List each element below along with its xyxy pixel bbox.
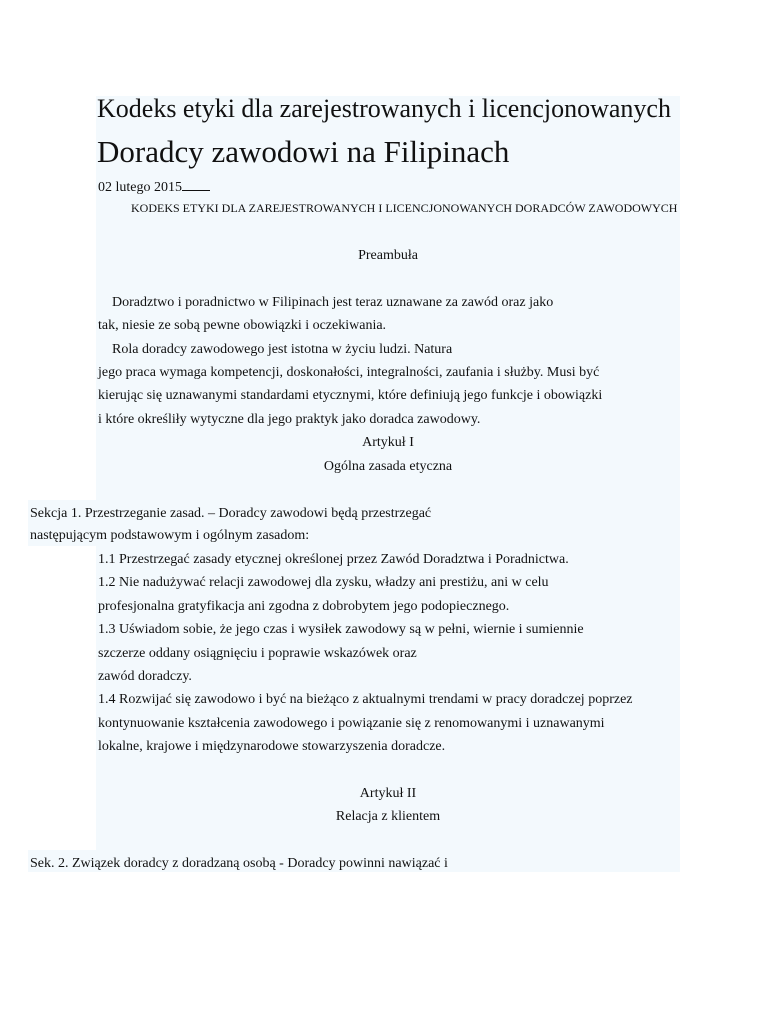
document-title-line1: Kodeks etyki dla zarejestrowanych i licencjonowanych	[97, 94, 671, 123]
preamble-line: i które określiły wytyczne dla jego praktyk jako doradca zawodowy.	[98, 412, 481, 427]
list-item: 1.1 Przestrzegać zasady etycznej określonej przez Zawód Doradztwa i Poradnictwa.	[98, 552, 569, 567]
article-2-title: Relacja z klientem	[335, 809, 441, 824]
list-item: szczerze oddany osiągnięciu i poprawie wskazówek oraz	[98, 646, 417, 661]
list-item: 1.3 Uświadom sobie, że jego czas i wysiłek zawodowy są w pełni, wiernie i sumiennie	[98, 622, 584, 637]
date-underline	[182, 178, 210, 191]
list-item: 1.2 Nie nadużywać relacji zawodowej dla zysku, władzy ani prestiżu, ani w celu	[98, 575, 549, 590]
list-item: 1.4 Rozwijać się zawodowo i być na bieżąco z aktualnymi trendami w pracy doradczej poprzez	[98, 692, 633, 707]
section-2-line: Sek. 2. Związek doradcy z doradzaną osobą - Doradcy powinni nawiązać i	[30, 856, 448, 871]
document-date	[98, 178, 210, 196]
article-2-heading: Artykuł II	[359, 786, 417, 801]
preamble-line: kierując się uznawanymi standardami etycznymi, które definiują jego funkcje i obowiązki	[98, 388, 603, 403]
caps-heading: KODEKS ETYKI DLA ZAREJESTROWANYCH I LICENCJONOWANYCH DORADCÓW ZAWODOWYCH	[131, 201, 678, 215]
preamble-heading: Preambuła	[358, 248, 418, 263]
section-1-line: Sekcja 1. Przestrzeganie zasad. – Doradcy zawodowi będą przestrzegać	[30, 506, 432, 521]
list-item: zawód doradczy.	[98, 669, 192, 684]
section-1-line: następującym podstawowym i ogólnym zasadom:	[30, 528, 310, 543]
article-1-title: Ogólna zasada etyczna	[323, 459, 453, 474]
document-title-line2: Doradcy zawodowi na Filipinach	[97, 134, 510, 169]
list-item: kontynuowanie kształcenia zawodowego i powiązanie się z renomowanymi i uznawanymi	[98, 716, 605, 731]
list-item: lokalne, krajowe i międzynarodowe stowarzyszenia doradcze.	[98, 739, 446, 754]
preamble-line: jego praca wymaga kompetencji, doskonałości, integralności, zaufania i służby. Musi być	[98, 365, 600, 380]
preamble-line: tak, niesie ze sobą pewne obowiązki i oczekiwania.	[98, 318, 387, 333]
article-1-heading: Artykuł I	[362, 435, 414, 450]
date-text: 02 lutego 2015	[98, 180, 182, 195]
list-item: profesjonalna gratyfikacja ani zgodna z dobrobytem jego podopiecznego.	[98, 599, 510, 614]
preamble-line: Rola doradcy zawodowego jest istotna w życiu ludzi. Natura	[112, 342, 453, 357]
preamble-line: Doradztwo i poradnictwo w Filipinach jest teraz uznawane za zawód oraz jako	[112, 295, 554, 310]
